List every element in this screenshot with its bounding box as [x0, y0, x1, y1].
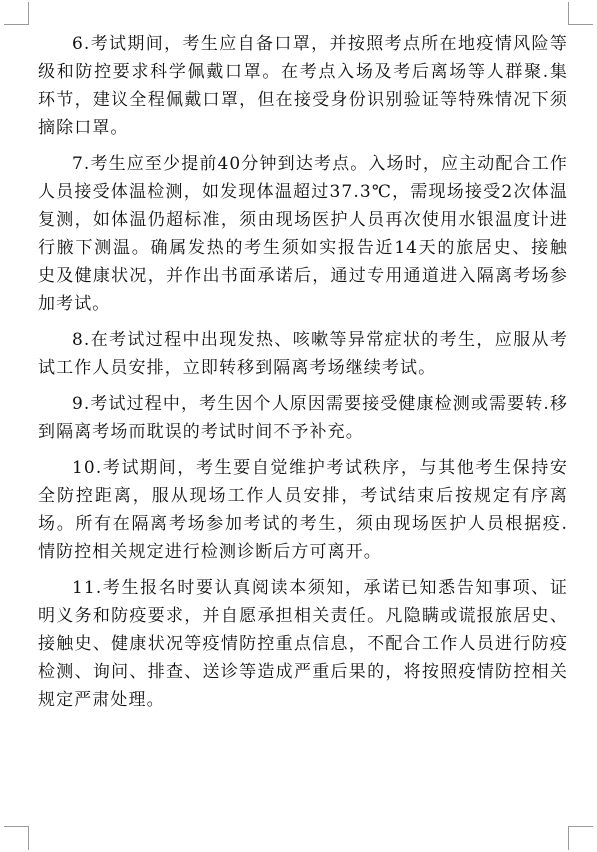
paragraph-item-8: 8.在考试过程中出现发热、咳嗽等异常症状的考生，应服从考试工作人员安排，立即转移到隔离考场继续考试。 [38, 330, 568, 378]
crop-mark-bottom-right-horizontal [569, 826, 593, 827]
crop-mark-top-left-vertical [28, 2, 29, 25]
crop-mark-bottom-right-vertical [568, 826, 569, 850]
paragraph-item-10: 10.考试期间，考生要自觉维护考试秩序，与其他考生保持安全防控距离，服从现场工作人员安排，考试结束后按规定有序离场。所有在隔离考场参加考试的考生，须由现场医护人员根据疫.情防控相关规定进行检测诊断后方可离开。 [38, 458, 568, 562]
paragraph-item-6: 6.考试期间，考生应自备口罩，并按照考点所在地疫情风险等级和防控要求科学佩戴口罩。在考点入场及考后离场等人群聚.集环节，建议全程佩戴口罩，但在接受身份识别验证等特殊情况下须摘除口罩。 [38, 34, 568, 138]
paragraph-item-9: 9.考试过程中，考生因个人原因需要接受健康检测或需要转.移到隔离考场而耽误的考试时间不予补充。 [38, 394, 568, 442]
crop-mark-top-left-horizontal [4, 24, 28, 25]
crop-mark-bottom-left-vertical [28, 826, 29, 850]
crop-mark-top-right-horizontal [569, 24, 593, 25]
paragraph-item-11: 11.考生报名时要认真阅读本须知，承诺已知悉告知事项、证明义务和防疫要求，并自愿承担相关责任。凡隐瞒或谎报旅居史、接触史、健康状况等疫情防控重点信息，不配合工作人员进行防疫检测、询问、排查、送诊等造成严重后果的，将按照疫情防控相关规定严肃处理。 [38, 578, 568, 710]
crop-mark-top-right-vertical [568, 2, 569, 25]
crop-mark-bottom-left-horizontal [4, 826, 28, 827]
paragraph-item-7: 7.考生应至少提前40分钟到达考点。入场时，应主动配合工作人员接受体温检测，如发现体温超过37.3℃，需现场接受2次体温复测，如体温仍超标准，须由现场医护人员再次使用水银温度计进行腋下测温。确属发热的考生须如实报告近14天的旅居史、接触史及健康状况，并作出书面承诺后，通过专用通道进入隔离考场参加考试。 [38, 154, 568, 314]
document-body [38, 30, 568, 714]
